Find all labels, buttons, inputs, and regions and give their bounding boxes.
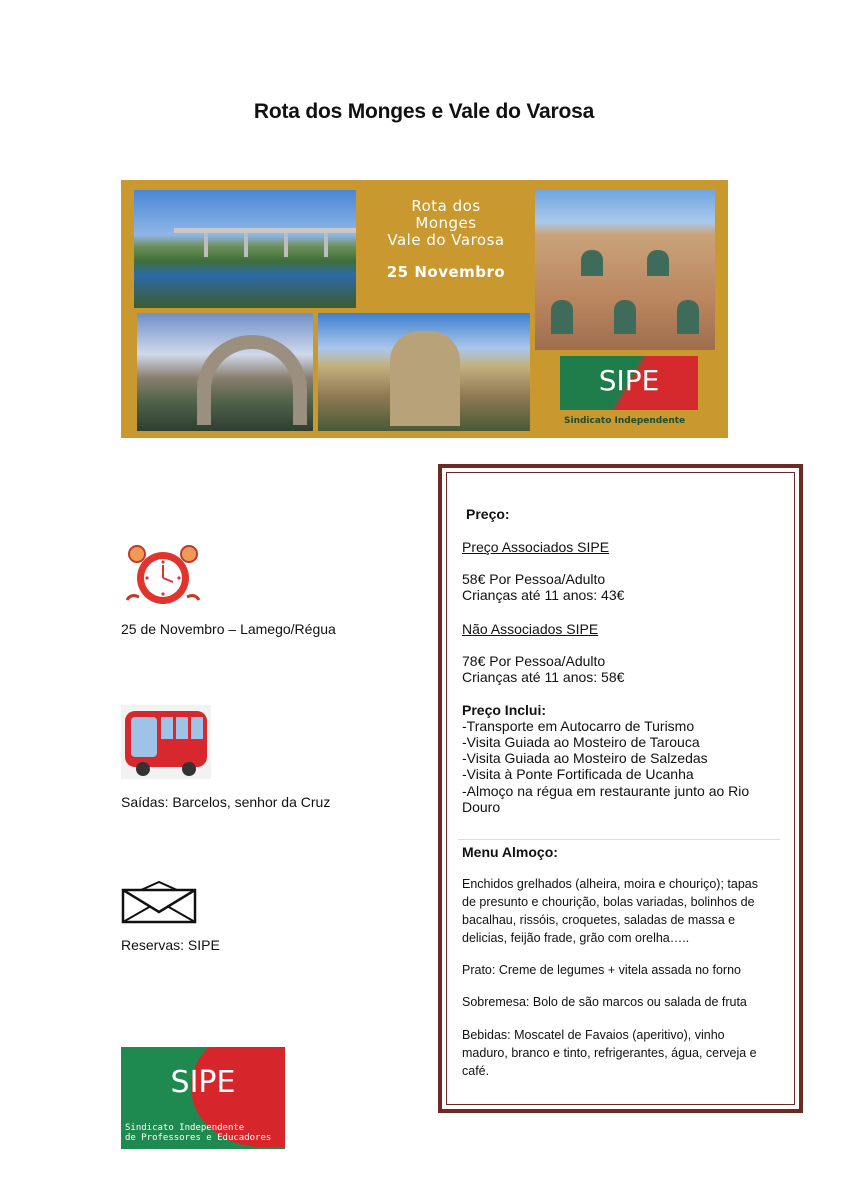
envelope-icon <box>121 880 197 929</box>
includes-item: -Transporte em Autocarro de Turismo <box>462 718 695 734</box>
sipe-logo-line-1: Sindicato Independente <box>125 1123 245 1133</box>
banner-line-3: Vale do Varosa <box>387 231 505 249</box>
menu-heading: Menu Almoço: <box>462 844 558 860</box>
monastery-photo <box>535 190 715 350</box>
nonmembers-adult-price: 78€ Por Pessoa/Adulto <box>462 653 606 669</box>
includes-item: -Visita Guiada ao Mosteiro de Tarouca <box>462 734 700 750</box>
section-divider <box>458 839 780 840</box>
church-photo <box>318 313 530 431</box>
nonmembers-child-price: Crianças até 11 anos: 58€ <box>462 669 625 685</box>
includes-item: -Almoço na régua em restaurante junto ao Rio <box>462 783 750 799</box>
includes-item: -Visita Guiada ao Mosteiro de Salzedas <box>462 750 708 766</box>
bridge-photo <box>134 190 356 308</box>
bus-icon <box>121 705 211 784</box>
sipe-logo-word: SIPE <box>598 364 660 397</box>
departures-info: Saídas: Barcelos, senhor da Cruz <box>121 794 331 810</box>
sipe-logo-subtitle: Sindicato Independente <box>564 416 686 426</box>
event-date: 25 de Novembro – Lamego/Régua <box>121 621 336 637</box>
reservations-info: Reservas: SIPE <box>121 937 220 953</box>
banner-date: 25 Novembro <box>386 263 506 281</box>
members-heading: Preço Associados SIPE <box>462 539 610 555</box>
menu-starters-line: de presunto e chourição, bolas variadas, bolinhos de <box>462 895 755 909</box>
menu-drinks-line: maduro, branco e tinto, refrigerantes, água, cerveja e <box>462 1046 757 1060</box>
members-adult-price: 58€ Por Pessoa/Adulto <box>462 571 606 587</box>
sipe-logo-line-2: de Professores e Educadores <box>125 1133 272 1143</box>
menu-drinks-line: café. <box>462 1064 490 1078</box>
alarm-clock-icon <box>121 545 205 612</box>
menu-starters-line: delicias, feijão frade, grão com orelha….. <box>462 931 690 945</box>
menu-starters-line: bacalhau, rissóis, croquetes, saladas de massa e <box>462 913 736 927</box>
nonmembers-heading: Não Associados SIPE <box>462 621 599 637</box>
sipe-logo <box>121 1047 285 1149</box>
sipe-logo-small <box>560 356 698 410</box>
arch-bridge-photo <box>137 313 313 431</box>
menu-main-course: Prato: Creme de legumes + vitela assada no forno <box>462 963 741 977</box>
menu-starters-line: Enchidos grelhados (alheira, moira e chouriço); tapas <box>462 877 758 891</box>
sipe-logo-word-big: SIPE <box>170 1065 236 1100</box>
menu-dessert: Sobremesa: Bolo de são marcos ou salada de fruta <box>462 995 747 1009</box>
includes-item: Douro <box>462 799 501 815</box>
banner-line-1: Rota dos <box>411 197 481 215</box>
banner-image <box>121 180 728 438</box>
includes-item: -Visita à Ponte Fortificada de Ucanha <box>462 766 694 782</box>
includes-heading: Preço Inclui: <box>462 702 547 718</box>
banner-caption <box>358 198 534 281</box>
members-child-price: Crianças até 11 anos: 43€ <box>462 587 625 603</box>
menu-drinks-line: Bebidas: Moscatel de Favaios (aperitivo), vinho <box>462 1028 725 1042</box>
price-heading: Preço: <box>466 506 510 522</box>
banner-line-2: Monges <box>415 214 477 232</box>
page-title: Rota dos Monges e Vale do Varosa <box>253 100 595 123</box>
